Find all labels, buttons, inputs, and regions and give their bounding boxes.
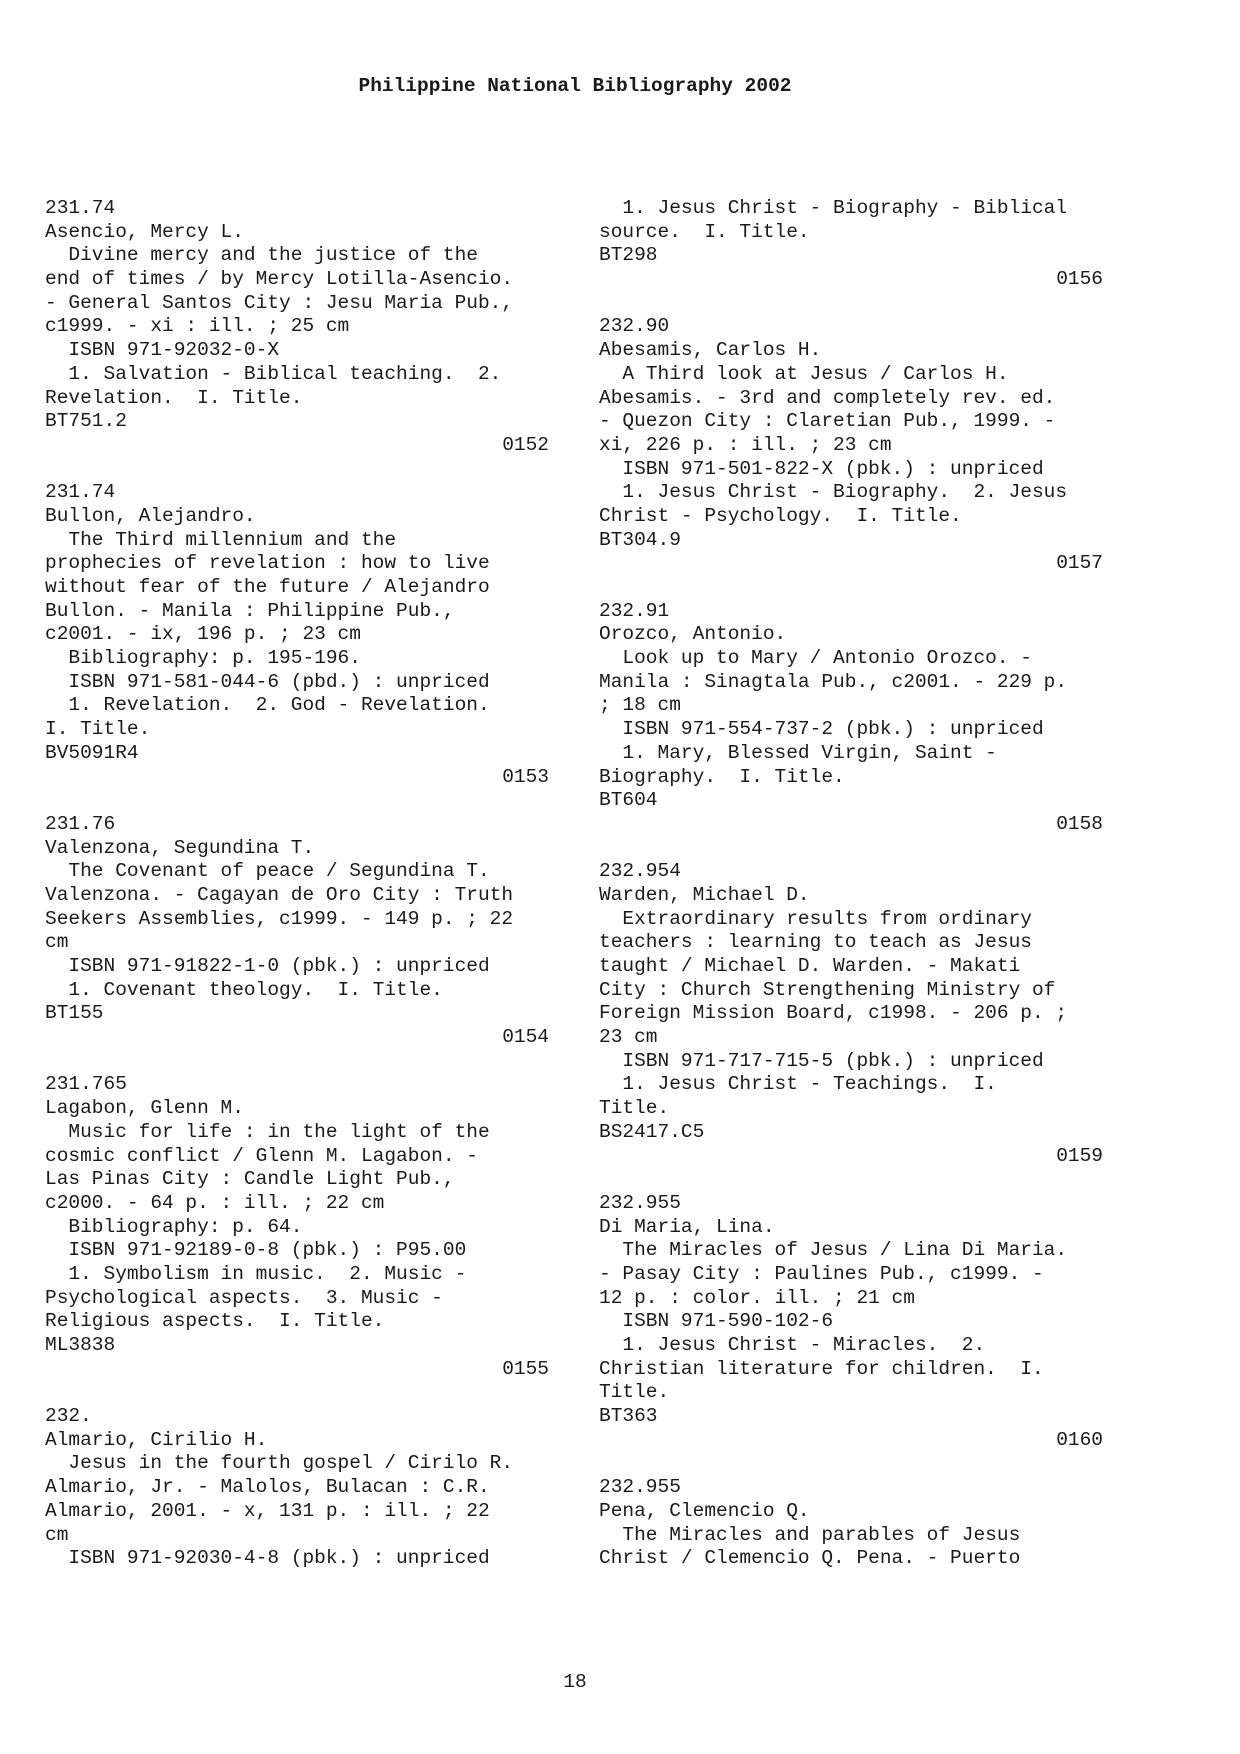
entry-line: - Pasay City : Paulines Pub., c1999. - [599,1262,1044,1285]
bibliography-entry [45,813,555,1050]
entry-line: ISBN 971-92189-0-8 (pbk.) : P95.00 [45,1239,467,1262]
entry-line: 1. Mary, Blessed Virgin, Saint - [599,741,997,764]
entry-line: Bullon, Alejandro. [45,504,256,527]
entry-line: ISBN 971-91822-1-0 (pbk.) : unpriced [45,955,490,977]
entry-line: Religious aspects. I. Title. [45,1310,385,1333]
entry-line: 1. Revelation. 2. God - Revelation. [45,694,490,717]
entry-line: source. I. Title. [599,220,810,243]
entry-line: ISBN 971-92032-0-X [45,339,280,362]
entry-line: Seekers Assemblies, c1999. - 149 p. ; 22 [45,907,514,930]
record-number: 0159 [1056,1144,1103,1167]
entry-spacer [45,789,555,813]
entry-line: 231.74 [45,481,116,504]
entry-line: The Miracles of Jesus / Lina Di Maria. [599,1239,1068,1262]
entry-line: Abesamis. - 3rd and completely rev. ed. [599,386,1056,409]
entry-line: Jesus in the fourth gospel / Cirilo R. [45,1452,514,1475]
record-number: 0152 [502,433,549,456]
entry-line: Warden, Michael D. [599,883,810,906]
entry-line: ISBN 971-717-715-5 (pbk.) : unpriced [599,1049,1044,1072]
entry-line: Di Maria, Lina. [599,1215,775,1238]
entry-line: teachers : learning to teach as Jesus [599,931,1032,954]
entry-line: 231.74 [45,197,116,219]
entry-line: ISBN 971-554-737-2 (pbk.) : unpriced [599,718,1044,741]
entry-line: 1. Symbolism in music. 2. Music - [45,1262,467,1285]
entry-line: 232.954 [599,860,681,883]
entry-line: 232.955 [599,1191,681,1214]
entry-line: I. Title. [45,718,151,741]
bibliography-entry [599,1476,1109,1571]
entry-line: Valenzona. - Cagayan de Oro City : Truth [45,883,514,906]
entry-line: Pena, Clemencio Q. [599,1499,810,1522]
entry-line: 1. Jesus Christ - Teachings. I. [599,1073,997,1096]
entry-line: ISBN 971-581-044-6 (pbd.) : unpriced [45,670,490,693]
entry-line: Christ / Clemencio Q. Pena. - Puerto [599,1547,1021,1570]
entry-line: BT751.2 [45,410,127,433]
entry-line: Valenzona, Segundina T. [45,836,315,859]
bibliography-entry [599,1192,1109,1453]
bibliography-entry [45,1405,555,1571]
entry-line: ML3838 [45,1334,116,1356]
entry-line: c2000. - 64 p. : ill. ; 22 cm [45,1191,385,1214]
record-number: 0155 [502,1357,549,1380]
entry-line: Bullon. - Manila : Philippine Pub., [45,599,455,622]
left-column [45,197,555,1571]
entry-spacer [45,458,555,482]
record-number: 0153 [502,765,549,788]
entry-spacer [599,576,1109,600]
entry-line: ISBN 971-590-102-6 [599,1310,834,1333]
entry-line: ISBN 971-92030-4-8 (pbk.) : unpriced [45,1547,490,1570]
record-number: 0157 [1056,552,1103,575]
entry-line: Almario, Cirilio H. [45,1428,268,1451]
entry-line: 232.955 [599,1476,681,1499]
bibliography-entry [45,481,555,789]
entry-line: BT304.9 [599,528,681,551]
entry-line: Christian literature for children. I. [599,1357,1044,1380]
entry-spacer [45,1381,555,1405]
entry-line: cm [45,931,69,954]
entry-line: A Third look at Jesus / Carlos H. [599,362,1009,385]
entry-line: 1. Jesus Christ - Biography - Biblical [599,197,1068,219]
entry-line: without fear of the future / Alejandro [45,576,490,598]
entry-line: Las Pinas City : Candle Light Pub., [45,1168,455,1191]
entry-line: Divine mercy and the justice of the [45,244,478,267]
entry-line: Extraordinary results from ordinary [599,907,1032,930]
entry-line: Almario, Jr. - Malolos, Bulacan : C.R. [45,1476,490,1499]
entry-line: - General Santos City : Jesu Maria Pub., [45,291,514,314]
record-number: 0156 [1056,268,1103,291]
entry-line: 231.765 [45,1073,127,1096]
entry-line: Music for life : in the light of the [45,1120,490,1143]
entry-line: - Quezon City : Claretian Pub., 1999. - [599,410,1056,433]
entry-line: c1999. - xi : ill. ; 25 cm [45,315,350,338]
entry-line: 1. Salvation - Biblical teaching. 2. [45,362,502,385]
entry-line: BV5091R4 [45,741,139,764]
bibliography-entry [599,860,1109,1168]
entry-line: BT155 [45,1002,104,1025]
entry-line: xi, 226 p. : ill. ; 23 cm [599,433,892,456]
entry-line: 1. Jesus Christ - Miracles. 2. [599,1334,986,1356]
entry-line: c2001. - ix, 196 p. ; 23 cm [45,623,361,646]
entry-line: Bibliography: p. 195-196. [45,647,361,670]
entry-line: 1. Jesus Christ - Biography. 2. Jesus [599,481,1068,504]
entry-line: end of times / by Mercy Lotilla-Asencio. [45,268,514,291]
entry-line: 231.76 [45,812,116,835]
record-number: 0154 [502,1026,549,1049]
entry-line: 232. [45,1405,92,1428]
entry-line: 232.91 [599,599,670,622]
entry-line: prophecies of revelation : how to live [45,552,490,575]
entry-line: cosmic conflict / Glenn M. Lagabon. - [45,1144,478,1167]
bibliography-entry [599,315,1109,576]
record-number: 0160 [1056,1428,1103,1451]
entry-line: Lagabon, Glenn M. [45,1097,244,1120]
bibliography-entry [45,197,555,458]
entry-spacer [599,1452,1109,1476]
bibliography-entry [45,1073,555,1381]
entry-line: Title. [599,1381,670,1404]
entry-line: City : Church Strengthening Ministry of [599,978,1056,1001]
entry-line: Revelation. I. Title. [45,386,303,409]
entry-line: The Covenant of peace / Segundina T. [45,860,490,883]
entry-spacer [599,1168,1109,1192]
right-column [599,197,1109,1571]
record-number: 0158 [1056,812,1103,835]
entry-line: 232.90 [599,315,670,338]
entry-line: Look up to Mary / Antonio Orozco. - [599,647,1032,670]
entry-line: 12 p. : color. ill. ; 21 cm [599,1286,915,1309]
entry-line: BT298 [599,244,658,267]
entry-line: 23 cm [599,1026,658,1049]
entry-line: The Miracles and parables of Jesus [599,1523,1021,1546]
entry-line: Biography. I. Title. [599,765,845,788]
entry-line: Bibliography: p. 64. [45,1215,303,1238]
bibliography-entry [599,197,1109,292]
entry-line: Asencio, Mercy L. [45,220,244,243]
entry-line: BS2417.C5 [599,1120,705,1143]
entry-line: Almario, 2001. - x, 131 p. : ill. ; 22 [45,1499,490,1522]
entry-line: ; 18 cm [599,694,681,717]
entry-line: 1. Covenant theology. I. Title. [45,978,443,1001]
entry-line: The Third millennium and the [45,528,397,551]
entry-line: Abesamis, Carlos H. [599,339,822,362]
bibliography-entry [599,600,1109,837]
entry-spacer [599,837,1109,861]
entry-line: Foreign Mission Board, c1998. - 206 p. ; [599,1002,1068,1025]
page-number: 18 [563,1671,587,1693]
entry-spacer [599,292,1109,316]
entry-line: cm [45,1523,69,1546]
entry-line: BT363 [599,1405,658,1428]
entry-line: taught / Michael D. Warden. - Makati [599,955,1021,977]
entry-line: ISBN 971-501-822-X (pbk.) : unpriced [599,457,1044,480]
entry-spacer [45,1050,555,1074]
entry-line: Manila : Sinagtala Pub., c2001. - 229 p. [599,670,1068,693]
entry-line: Psychological aspects. 3. Music - [45,1286,443,1309]
entry-line: Christ - Psychology. I. Title. [599,504,962,527]
entry-line: BT604 [599,789,658,812]
entry-line: Title. [599,1097,670,1120]
entry-line: Orozco, Antonio. [599,623,787,646]
page-title: Philippine National Bibliography 2002 [358,75,792,97]
